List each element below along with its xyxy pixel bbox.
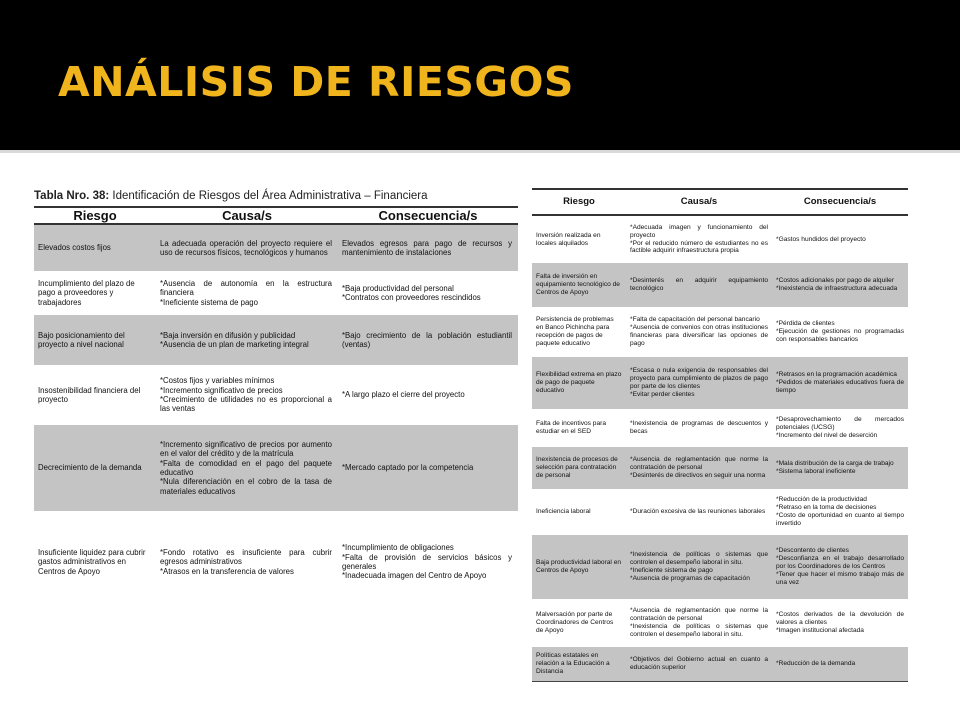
table-row (34, 224, 518, 271)
cell-consecuencia: *A largo plazo el cierre del proyecto (342, 390, 465, 400)
cell-riesgo: Ineficiencia laboral (536, 508, 591, 516)
right-table-image (532, 188, 908, 682)
cell-riesgo: Persistencia de problemas en Banco Pichincha para recepción de pagos de paquete educativo (536, 316, 614, 347)
cell-riesgo: Inexistencia de procesos de selección para contratación de personal (532, 447, 626, 489)
cell-riesgo: Baja productividad laboral en Centros de Apoyo (532, 535, 626, 599)
cell-causa: *Ausencia de reglamentación que norme la contratación de personal *Inexistencia de políticas o sistemas que controlen el desempeño laboral in situ. (630, 607, 768, 638)
left-table-image (34, 186, 518, 613)
cell-causa: *Inexistencia de programas de descuentos y becas (630, 420, 768, 435)
column-header-riesgo: Riesgo (34, 207, 156, 224)
table-row (34, 271, 518, 315)
left-risk-table (34, 206, 518, 613)
cell-consecuencia: Elevados egresos para pago de recursos y mantenimiento de instalaciones (338, 224, 518, 271)
column-header-consecuencias: Consecuencia/s (338, 207, 518, 224)
cell-causa: *Adecuada imagen y funcionamiento del proyecto *Por el reducido número de estudiantes no es factible adquirir infraestructura propia (630, 223, 768, 255)
cell-consecuencia: *Reducción de la productividad *Retraso en la toma de decisiones *Costo de oportunidad en cuanto al tiempo invertido (776, 496, 904, 527)
cell-consecuencia: *Incumplimiento de obligaciones *Falta de provisión de servicios básicos y generales *Inadecuada imagen del Centro de Apoyo (342, 543, 512, 581)
cell-causa: *Ausencia de reglamentación que norme la contratación de personal *Desinterés de directivos en seguir una norma (626, 447, 772, 489)
slide-title: ANÁLISIS DE RIESGOS (58, 58, 574, 106)
cell-consecuencia: *Mala distribución de la carga de trabajo *Sistema laboral ineficiente (772, 447, 908, 489)
cell-causa: *Fondo rotativo es insuficiente para cubrir egresos administrativos *Atrasos en la transferencia de valores (160, 547, 332, 576)
cell-causa: *Duración excesiva de las reuniones laborales (630, 508, 766, 516)
cell-riesgo: Políticas estatales en relación a la Educación a Distancia (532, 647, 626, 681)
table-row (34, 511, 518, 613)
cell-consecuencia: *Bajo crecimiento de la población estudiantil (ventas) (338, 315, 518, 365)
cell-riesgo: Inversión realizada en locales alquilados (536, 231, 601, 247)
cell-riesgo: Falta de incentivos para estudiar en el SED (536, 420, 607, 435)
cell-consecuencia: *Mercado captado por la competencia (338, 425, 518, 511)
table-row (34, 315, 518, 365)
table-row (532, 535, 908, 599)
cell-riesgo: Insuficiente liquidez para cubrir gastos administrativos en Centros de Apoyo (38, 547, 146, 576)
column-header-consecuencias: Consecuencia/s (772, 189, 908, 215)
cell-causa: La adecuada operación del proyecto requiere el uso de recursos físicos, tecnológicos y humanos (156, 224, 338, 271)
cell-consecuencia: *Desaprovechamiento de mercados potenciales (UCSG) *Incremento del nivel de deserción (776, 416, 904, 439)
left-table-caption (34, 186, 518, 206)
table-row (532, 489, 908, 535)
cell-causa: *Objetivos del Gobierno actual en cuanto a educación superior (626, 647, 772, 681)
cell-causa: *Falta de capacitación del personal bancario *Ausencia de convenios con otras instituciones financieras para diversificar las opciones de pago (630, 316, 768, 347)
cell-causa: *Escasa o nula exigencia de responsables del proyecto para cumplimiento de plazos de pago por parte de los clientes *Evitar perder clientes (626, 357, 772, 409)
table-row (532, 215, 908, 263)
cell-riesgo: Flexibilidad extrema en plazo de pago de paquete educativo (532, 357, 626, 409)
cell-riesgo: Incumplimiento del plazo de pago a proveedores y trabajadores (38, 278, 135, 307)
cell-consecuencia: *Baja productividad del personal *Contratos con proveedores rescindidos (342, 283, 481, 302)
table-row (532, 263, 908, 307)
cell-riesgo: Elevados costos fijos (34, 224, 156, 271)
column-header-riesgo: Riesgo (532, 189, 626, 215)
table-row (34, 425, 518, 511)
table-row (532, 307, 908, 357)
table-row (532, 409, 908, 447)
slide-header (0, 0, 960, 150)
caption-text: Identificación de Riesgos del Área Administrativa – Financiera (109, 190, 428, 202)
cell-consecuencia: *Pérdida de clientes *Ejecución de gestiones no programadas con responsables bancarios (776, 320, 904, 343)
table-row (532, 599, 908, 647)
cell-consecuencia: *Costos derivados de la devolución de valores a clientes *Imagen institucional afectada (776, 611, 904, 634)
table-row (532, 357, 908, 409)
cell-consecuencia: *Gastos hundidos del proyecto (776, 235, 866, 243)
table-row (532, 647, 908, 681)
column-header-causas: Causa/s (626, 189, 772, 215)
cell-riesgo: Insostenibilidad financiera del proyecto (38, 385, 141, 404)
cell-consecuencia: *Retrasos en la programación académica *Pedidos de materiales educativos fuera de tiempo (772, 357, 908, 409)
header-divider (0, 150, 960, 153)
cell-causa: *Desinterés en adquirir equipamiento tecnológico (626, 263, 772, 307)
cell-causa: *Baja inversión en difusión y publicidad *Ausencia de un plan de marketing integral (156, 315, 338, 365)
cell-causa: *Ausencia de autonomía en la estructura financiera *Ineficiente sistema de pago (160, 278, 332, 307)
table-row (532, 447, 908, 489)
cell-riesgo: Malversación por parte de Coordinadores de Centros de Apoyo (536, 611, 614, 634)
cell-consecuencia: *Descontento de clientes *Desconfianza en el trabajo desarrollado por los Coordinadores de los Centros *Tener que hacer el mismo trabajo más de una vez (772, 535, 908, 599)
column-header-causas: Causa/s (156, 207, 338, 224)
cell-riesgo: Decrecimiento de la demanda (34, 425, 156, 511)
right-risk-table (532, 188, 908, 682)
cell-riesgo: Falta de inversión en equipamiento tecnológico de Centros de Apoyo (532, 263, 626, 307)
cell-riesgo: Bajo posicionamiento del proyecto a nivel nacional (34, 315, 156, 365)
caption-label: Tabla Nro. 38: (34, 190, 110, 202)
cell-causa: *Costos fijos y variables mínimos *Incremento significativo de precios *Crecimiento de utilidades no es proporcional a las ventas (160, 376, 332, 414)
cell-causa: *Inexistencia de políticas o sistemas que controlen el desempeño laboral in situ. *Ineficiente sistema de pago *Ausencia de programas de capacitación (626, 535, 772, 599)
cell-consecuencia: *Reducción de la demanda (772, 647, 908, 681)
cell-causa: *Incremento significativo de precios por aumento en el valor del crédito y de la matrícula *Falta de comodidad en el pago del paquete educativo *Nula diferenciación en el cobro de la tasa de materiales educativos (156, 425, 338, 511)
cell-consecuencia: *Costos adicionales por pago de alquiler *Inexistencia de infraestructura adecuada (772, 263, 908, 307)
table-row (34, 365, 518, 425)
